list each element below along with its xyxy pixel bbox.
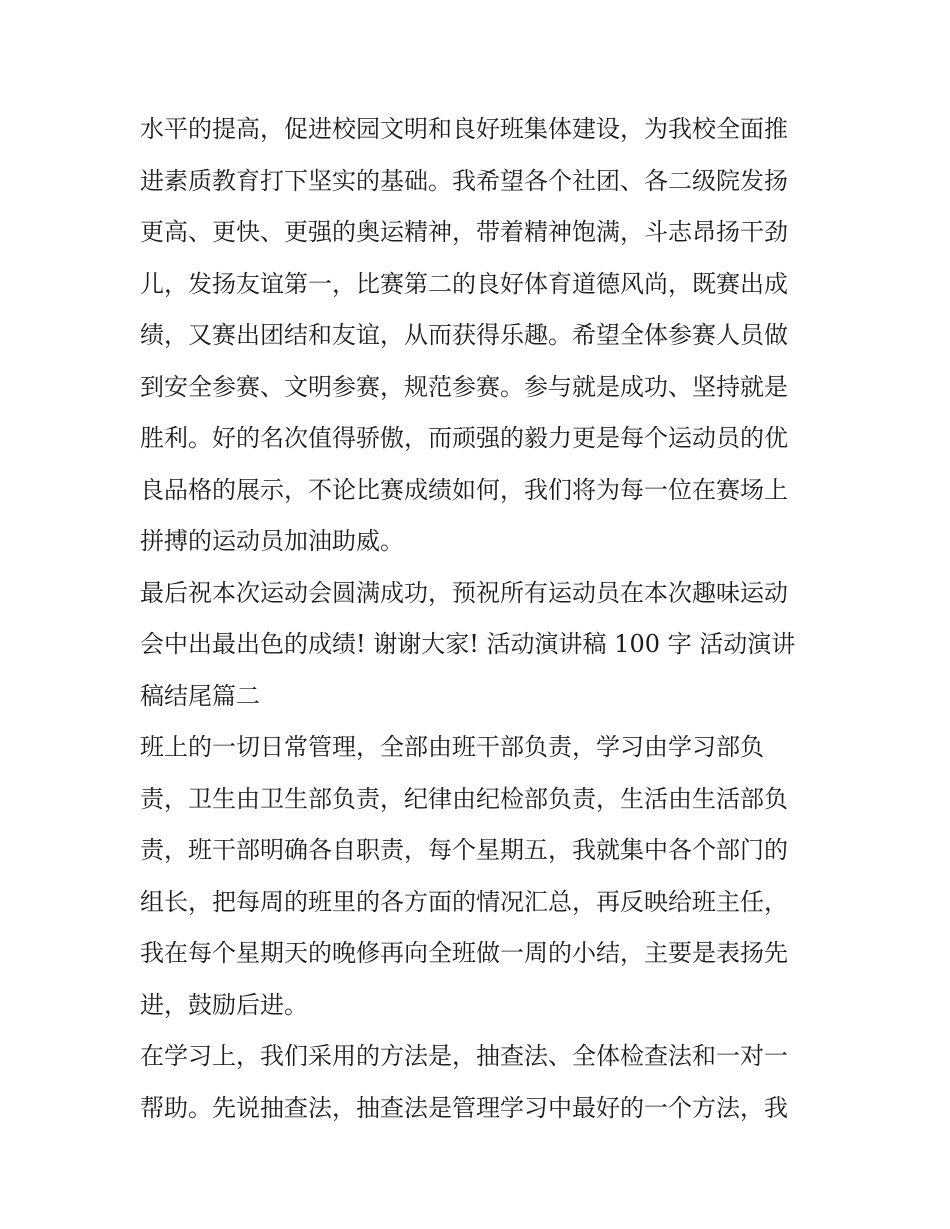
text-line: 在学习上，我们采用的方法是，抽查法、全体检查法和一对一 <box>140 1042 788 1070</box>
text-line: 责，卫生由卫生部负责，纪律由纪检部负责，生活由生活部负 <box>140 784 788 813</box>
paragraph-class-management <box>140 722 818 1031</box>
text-line: 我在每个星期天的晚修再向全班做一周的小结，主要是表扬先 <box>140 939 788 967</box>
text-line: 进素质教育打下坚实的基础。我希望各个社团、各二级院发扬 <box>140 166 788 195</box>
text-line: 更高、更快、更强的奥运精神，带着精神饱满，斗志昂扬干劲 <box>140 218 788 246</box>
text-line: 胜利。好的名次值得骄傲，而顽强的毅力更是每个运动员的优 <box>140 424 788 452</box>
text-line: 稿结尾篇二 <box>140 681 260 710</box>
text-line: 拼搏的运动员加油助威。 <box>140 527 404 555</box>
text-line: 到安全参赛、文明参赛，规范参赛。参与就是成功、坚持就是 <box>140 372 788 401</box>
text-line: 绩，又赛出团结和友谊，从而获得乐趣。希望全体参赛人员做 <box>140 321 788 349</box>
text-line: 水平的提高，促进校园文明和良好班集体建设，为我校全面推 <box>140 115 788 143</box>
document-page <box>140 104 818 1134</box>
text-line: 会中出最出色的成绩! 谢谢大家! 活动演讲稿 100 字 活动演讲 <box>140 630 796 658</box>
text-line: 责，班干部明确各自职责，每个星期五，我就集中各个部门的 <box>140 836 788 864</box>
text-line: 组长，把每周的班里的各方面的情况汇总，再反映给班主任， <box>140 887 788 916</box>
text-line: 帮助。先说抽查法，抽查法是管理学习中最好的一个方法，我 <box>140 1093 788 1122</box>
text-line: 儿，发扬友谊第一，比赛第二的良好体育道德风尚，既赛出成 <box>140 269 788 298</box>
paragraph-sports-meet-goals <box>140 104 818 568</box>
paragraph-closing-wishes <box>140 568 818 723</box>
text-line: 良品格的展示，不论比赛成绩如何，我们将为每一位在赛场上 <box>140 475 788 504</box>
text-line: 进，鼓励后进。 <box>140 990 308 1019</box>
text-line: 最后祝本次运动会圆满成功，预祝所有运动员在本次趣味运动 <box>140 578 788 607</box>
paragraph-study-methods <box>140 1031 818 1134</box>
text-line: 班上的一切日常管理，全部由班干部负责，学习由学习部负 <box>140 733 764 761</box>
